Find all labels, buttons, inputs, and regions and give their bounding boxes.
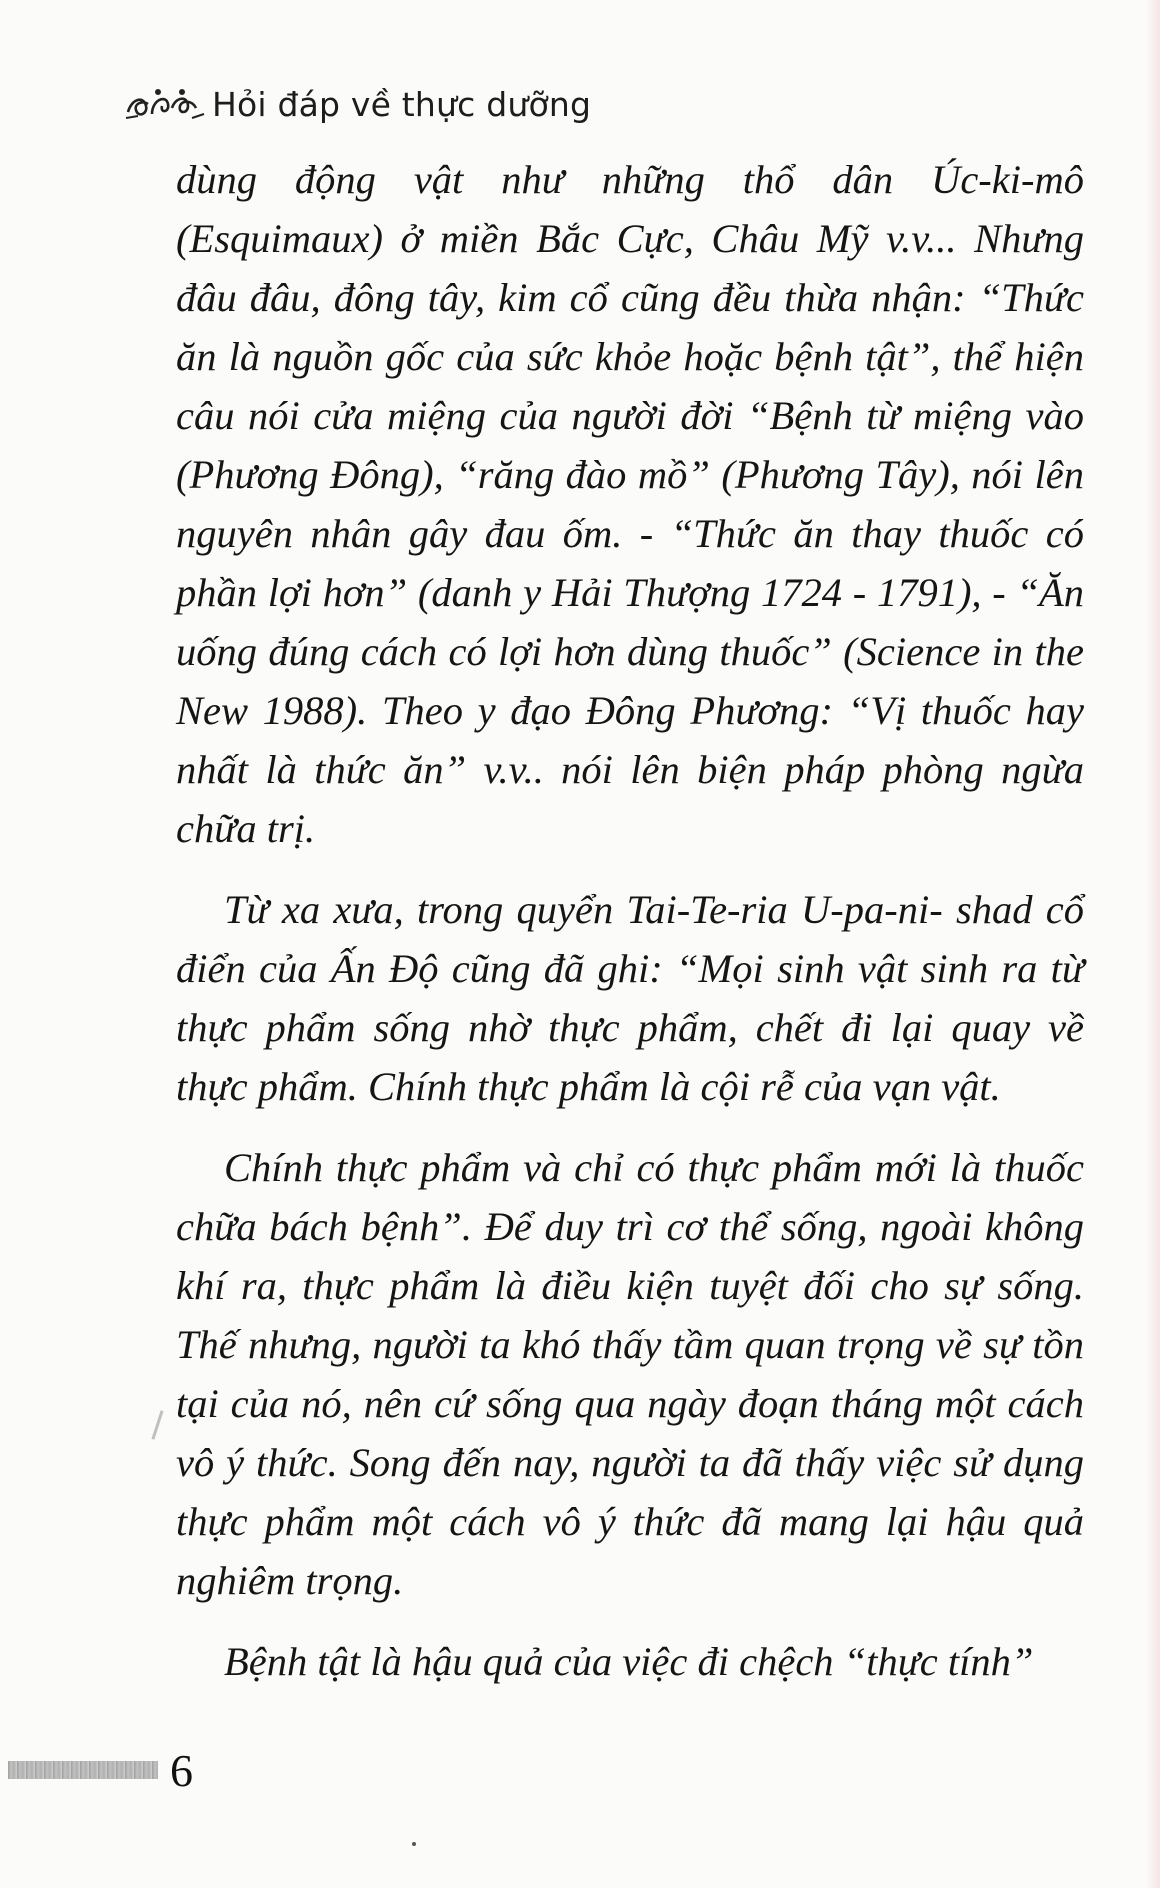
paragraph: Chính thực phẩm và chỉ có thực phẩm mới là thuốc chữa bách bệnh”. Để duy trì cơ thể sống, ngoài không khí ra, thực phẩm là điều kiện tuyệt đối cho sự sống. Thế nhưng, người ta khó thấy tầm quan trọng về sự tồn tại của nó, nên cứ sống qua ngày đoạn tháng một cách vô ý thức. Song đến nay, người ta đã thấy việc sử dụng thực phẩm một cách vô ý thức đã mang lại hậu quả nghiêm trọng.	[176, 1145, 1084, 1603]
footer-bar	[8, 1761, 158, 1779]
page-header	[122, 84, 591, 124]
paragraph: dùng động vật như những thổ dân Úc-ki-mô (Esquimaux) ở miền Bắc Cực, Châu Mỹ v.v... Nhưng đâu đâu, đông tây, kim cổ cũng đều thừa nhận: “Thức ăn là nguồn gốc của sức khỏe hoặc bệnh tật”, thể hiện câu nói cửa miệng của người đời “Bệnh từ miệng vào (Phương Đông), “răng đào mồ” (Phương Tây), nói lên nguyên nhân gây đau ốm. - “Thức ăn thay thuốc có phần lợi hơn” (danh y Hải Thượng 1724 - 1791), - “Ăn uống đúng cách có lợi hơn dùng thuốc” (Science in the New 1988). Theo y đạo Đông Phương: “Vị thuốc hay nhất là thức ăn” v.v.. nói lên biện pháp phòng ngừa chữa trị.	[176, 157, 1084, 851]
page-edge	[1146, 0, 1160, 1888]
body-text	[176, 150, 1084, 1691]
flourish-ornament-icon	[122, 84, 208, 124]
print-speck	[412, 1842, 416, 1846]
running-head: Hỏi đáp về thực dưỡng	[212, 84, 592, 124]
page-number: 6	[170, 1745, 193, 1796]
paragraph: Từ xa xưa, trong quyển Tai-Te-ria U-pa-ni- shad cổ điển của Ấn Độ cũng đã ghi: “Mọi sinh vật sinh ra từ thực phẩm sống nhờ thực phẩm, chết đi lại quay về thực phẩm. Chính thực phẩm là cội rễ của vạn vật.	[176, 887, 1084, 1109]
paragraph: Bệnh tật là hậu quả của việc đi chệch “thực tính”	[224, 1639, 1034, 1684]
margin-mark	[151, 1410, 163, 1439]
